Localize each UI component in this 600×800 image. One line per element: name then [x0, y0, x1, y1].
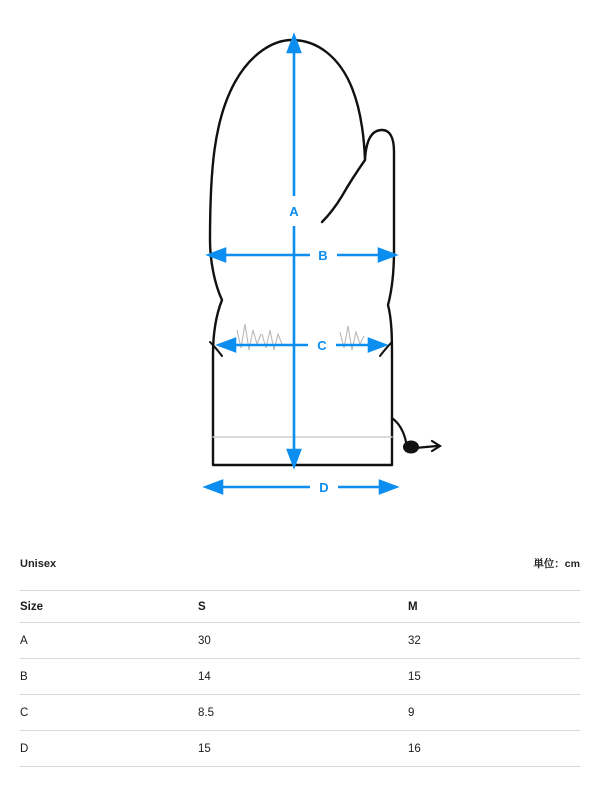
row-value-m: 15 — [408, 659, 580, 695]
size-table-section — [0, 556, 600, 767]
unit-label: 単位：cm — [533, 558, 580, 570]
table-row — [20, 731, 580, 767]
column-header-s: S — [198, 591, 408, 623]
table-row — [20, 623, 580, 659]
size-table — [20, 590, 580, 767]
row-value-m: 16 — [408, 731, 580, 767]
row-measure: A — [20, 623, 198, 659]
table-row — [20, 695, 580, 731]
row-value-s: 8.5 — [198, 695, 408, 731]
dimension-label-a: A — [289, 204, 299, 219]
row-value-s: 30 — [198, 623, 408, 659]
dimension-label-d: D — [319, 480, 329, 495]
row-measure: C — [20, 695, 198, 731]
category-label: Unisex — [20, 558, 57, 570]
row-value-s: 15 — [198, 731, 408, 767]
dimension-label-c: C — [317, 338, 327, 353]
row-value-m: 9 — [408, 695, 580, 731]
column-header-m: M — [408, 591, 580, 623]
row-measure: B — [20, 659, 198, 695]
row-value-m: 32 — [408, 623, 580, 659]
table-row — [20, 659, 580, 695]
column-header-size: Size — [20, 591, 198, 623]
dimension-label-b: B — [318, 248, 328, 263]
table-caption-row — [20, 556, 580, 590]
row-value-s: 14 — [198, 659, 408, 695]
table-header-row — [20, 591, 580, 623]
row-measure: D — [20, 731, 198, 767]
